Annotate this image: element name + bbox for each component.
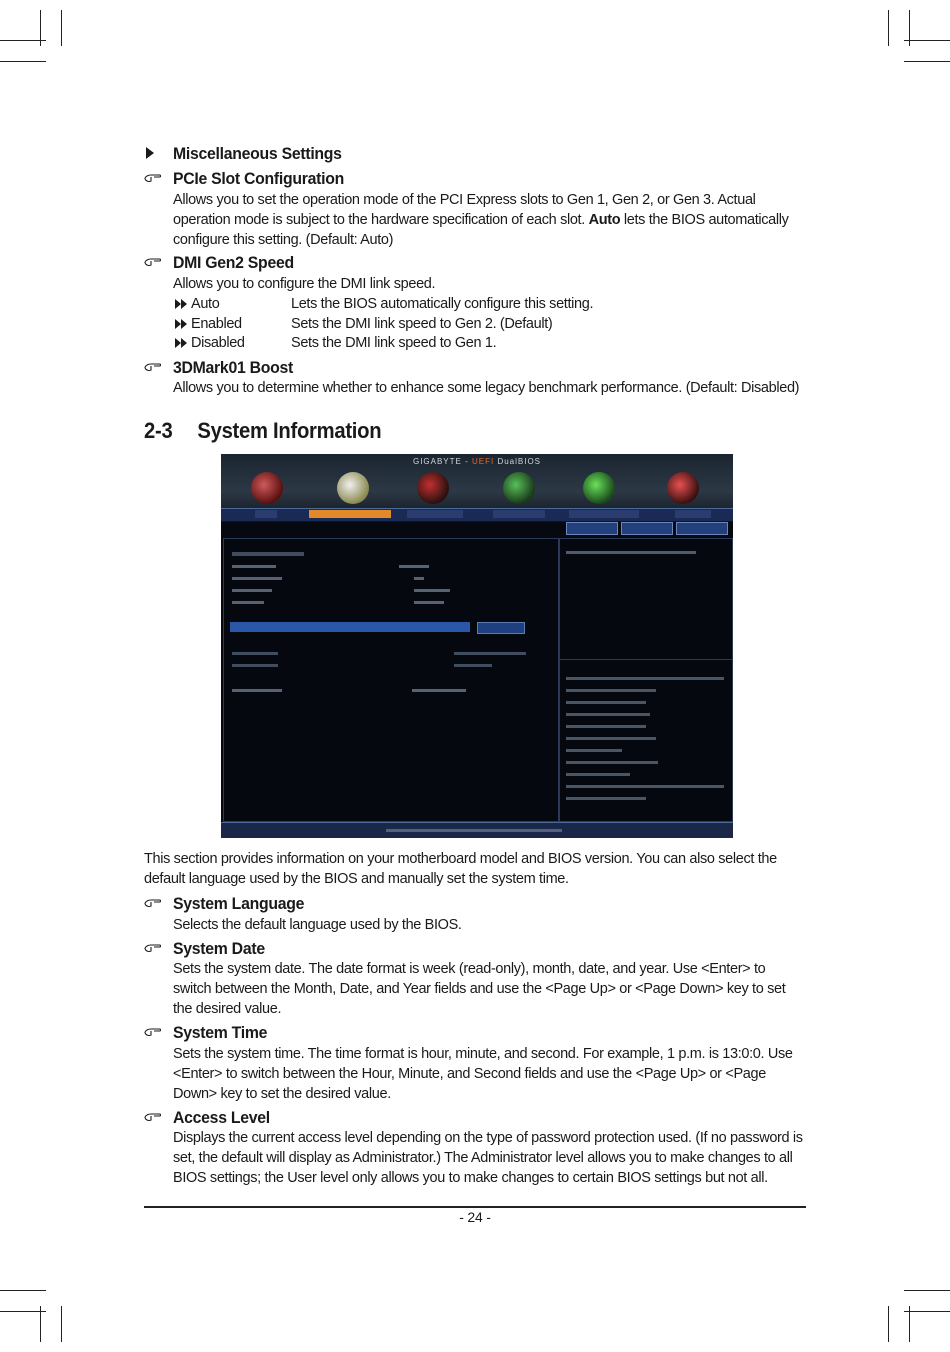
mit-icon xyxy=(251,472,283,504)
section-title: 2-3 System Information xyxy=(144,418,382,443)
pointing-hand-icon xyxy=(144,172,162,184)
dmi-intro: Allows you to configure the DMI link speed. xyxy=(173,276,436,292)
subbutton xyxy=(621,522,673,535)
system-time-description: Sets the system time. The time format is hour, minute, and second. For example, 1 p.m. is 13:0:0. Use <Enter> to switch between the Hour, Minute, and Second fields and use the <Page Up> or <Page Down> key to set the desired value. xyxy=(173,1046,793,1102)
system-info-icon xyxy=(337,472,369,504)
misc-settings-heading: Miscellaneous Settings xyxy=(173,144,342,163)
pointing-hand-icon xyxy=(144,361,162,373)
double-arrow-icon xyxy=(175,299,189,309)
system-date-description: Sets the system date. The date format is week (read-only), month, date, and year. Use <Enter> to switch between the Month, Date, and Year fields and use the <Page Up> or <Page Down> key to set the desired value. xyxy=(173,961,786,1017)
subbutton xyxy=(566,522,618,535)
double-arrow-icon xyxy=(175,338,189,348)
system-language-description: Selects the default language used by the BIOS. xyxy=(173,917,462,933)
pointing-hand-icon xyxy=(144,1026,162,1038)
system-language-heading: System Language xyxy=(173,894,305,913)
pointing-hand-icon xyxy=(144,1111,162,1123)
pointing-hand-icon xyxy=(144,897,162,909)
bios-main-panel xyxy=(223,538,559,822)
access-level-heading: Access Level xyxy=(173,1108,270,1127)
3dmark-description: Allows you to determine whether to enhance some legacy benchmark performance. (Default: Disabled) xyxy=(173,380,800,396)
pcie-description: Allows you to set the operation mode of the PCI Express slots to Gen 1, Gen 2, or Gen 3. Actual operation mode is subject to the hardware specification of each slot. Auto lets the BIOS automatically configure this setting. (Default: Auto) xyxy=(173,192,789,248)
peripherals-icon xyxy=(503,472,535,504)
power-icon xyxy=(583,472,615,504)
triangle-bullet-icon xyxy=(145,146,155,160)
nav-tab xyxy=(675,510,711,518)
option-desc: Sets the DMI link speed to Gen 1. xyxy=(291,335,497,351)
bios-features-icon xyxy=(417,472,449,504)
bios-selected-row xyxy=(230,622,470,632)
nav-tab-active xyxy=(309,510,391,518)
pointing-hand-icon xyxy=(144,256,162,268)
option-name: Disabled xyxy=(191,335,245,351)
page-number: - 24 - xyxy=(459,1209,491,1225)
pointing-hand-icon xyxy=(144,942,162,954)
footer-rule xyxy=(144,1206,806,1208)
section-intro: This section provides information on your motherboard model and BIOS version. You can also select the default language used by the BIOS and manually set the system time. xyxy=(144,851,777,887)
bios-nav-bar xyxy=(221,508,733,521)
option-desc: Lets the BIOS automatically configure this setting. xyxy=(291,296,594,312)
bios-logo: GIGABYTE - UEFI DualBIOS xyxy=(412,457,542,466)
pcie-heading: PCIe Slot Configuration xyxy=(173,169,345,188)
bios-selected-value xyxy=(477,622,525,634)
system-date-heading: System Date xyxy=(173,939,265,958)
nav-tab xyxy=(255,510,277,518)
nav-tab xyxy=(493,510,545,518)
save-exit-icon xyxy=(667,472,699,504)
access-level-description: Displays the current access level depending on the type of password protection used. (If no password is set, the default will display as Administrator.) The Administrator level allows you to make changes to all BIOS settings; the User level only allows you to make changes to certain BIOS settings but not all. xyxy=(173,1130,803,1186)
nav-tab xyxy=(407,510,463,518)
bios-footer xyxy=(221,822,733,838)
bios-help-panel xyxy=(559,538,733,822)
double-arrow-icon xyxy=(175,319,189,329)
nav-tab xyxy=(569,510,639,518)
option-desc: Sets the DMI link speed to Gen 2. (Default) xyxy=(291,316,553,332)
option-name: Auto xyxy=(191,296,220,312)
bios-screenshot xyxy=(221,454,733,838)
subbutton xyxy=(676,522,728,535)
3dmark-heading: 3DMark01 Boost xyxy=(173,358,293,377)
dmi-heading: DMI Gen2 Speed xyxy=(173,253,294,272)
option-name: Enabled xyxy=(191,316,242,332)
system-time-heading: System Time xyxy=(173,1023,268,1042)
